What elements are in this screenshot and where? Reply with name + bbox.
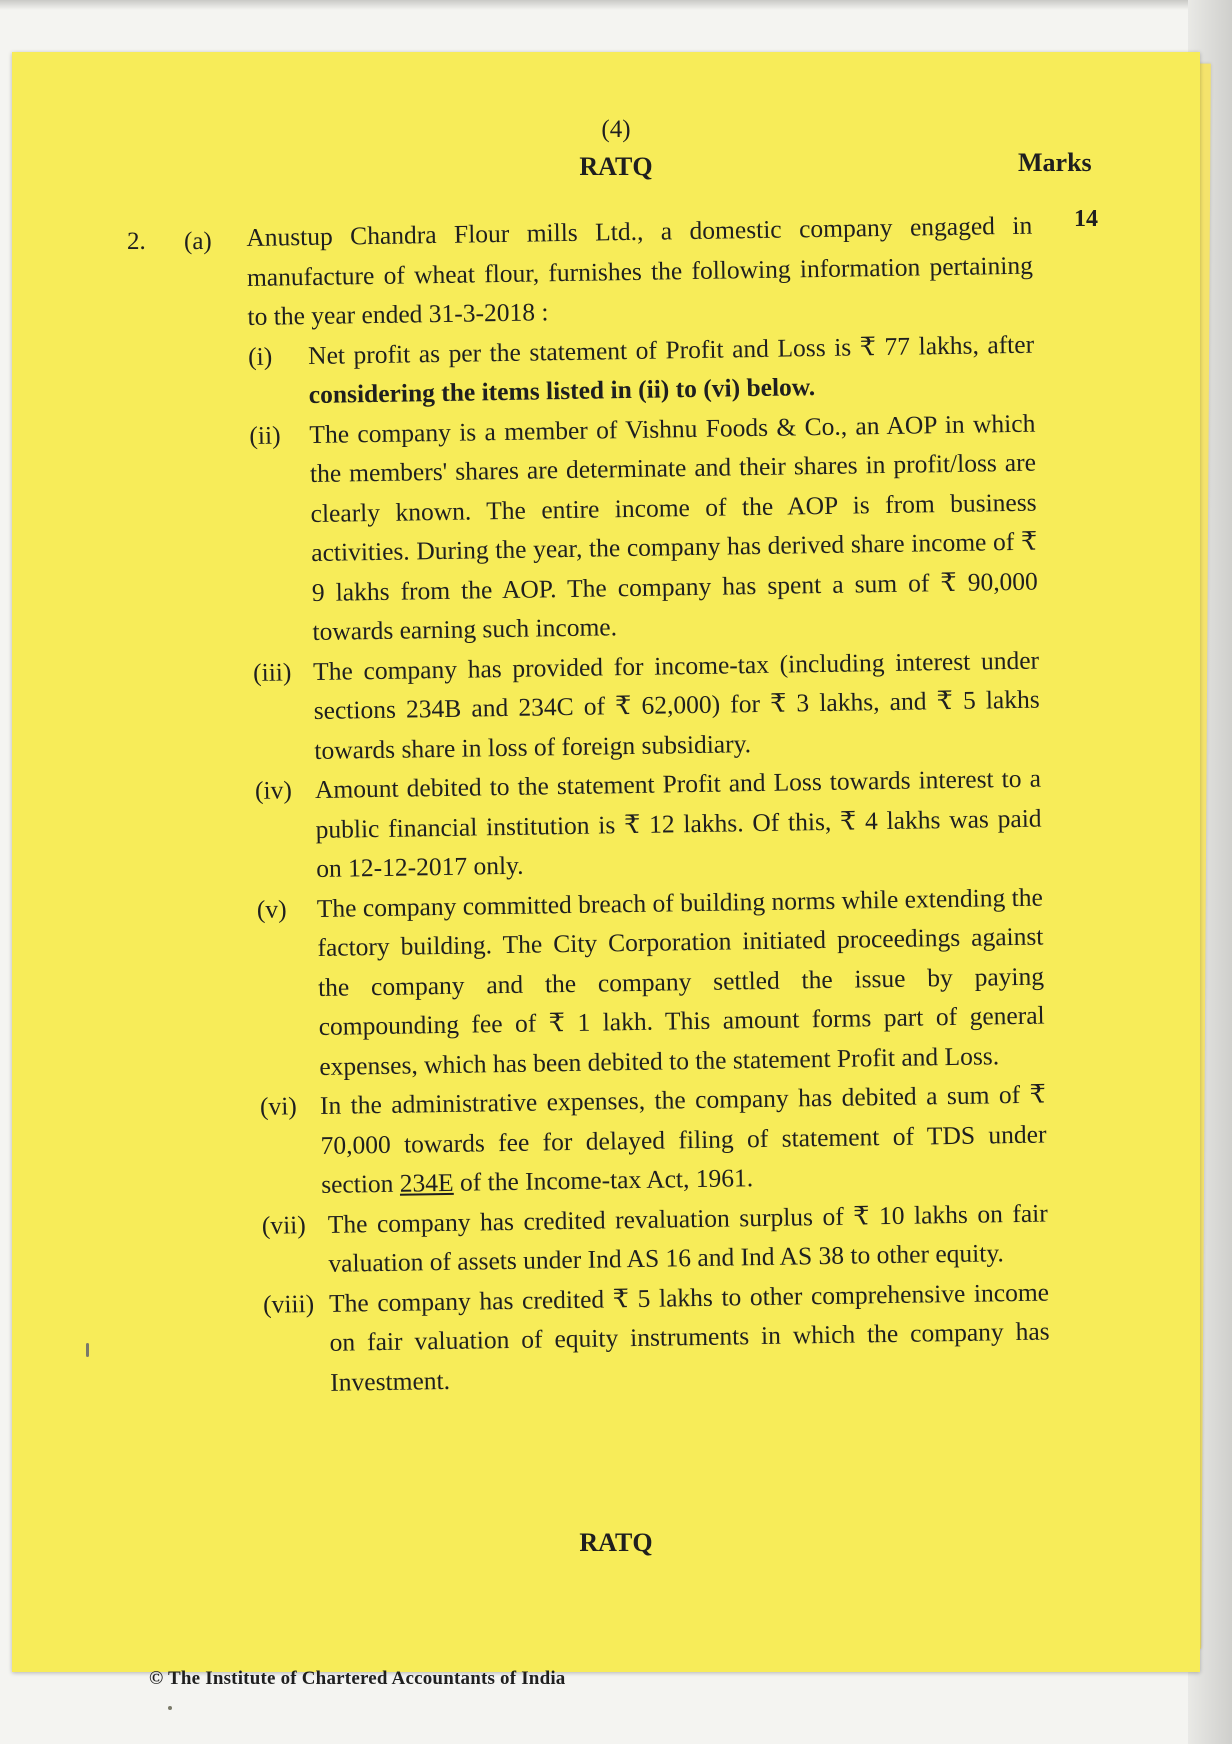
list-item <box>257 877 1046 1087</box>
item-number: (vii) <box>261 1209 306 1240</box>
item-number: (i) <box>247 341 273 371</box>
item-text <box>308 324 1035 414</box>
list-item <box>260 1075 1048 1206</box>
list-item <box>253 640 1041 771</box>
list-item <box>249 403 1039 652</box>
scan-speck <box>168 1706 172 1710</box>
item-number: (viii) <box>262 1288 315 1319</box>
item-number: (vi) <box>259 1091 298 1121</box>
list-item <box>255 759 1043 890</box>
question-intro: Anustup Chandra Flour mills Ltd., a domestic company engaged in manufacture of wheat flour, furnishes the following information pertaining to the year ended 31-3-2018 : <box>246 210 1034 331</box>
question-part: (a) <box>184 228 212 255</box>
item-text-part: Net profit as per the statement of Profit and Loss is ₹ 77 lakhs, after <box>307 329 1035 370</box>
marks-header: Marks <box>1018 148 1092 177</box>
question-number: 2. <box>127 228 146 255</box>
paper-code-top: RATQ <box>579 152 653 181</box>
item-text <box>320 1075 1048 1205</box>
list-item <box>248 324 1035 415</box>
item-number: (ii) <box>249 419 281 450</box>
item-text: The company has credited ₹ 5 lakhs to other comprehensive income on fair valuation of equity instruments in which the company has Investment. <box>328 1277 1050 1397</box>
item-text-bold: considering the items listed in (ii) to (vi) below. <box>308 372 816 410</box>
scan-top-edge <box>0 0 1232 10</box>
item-number: (v) <box>256 893 287 924</box>
item-text: The company is a member of Vishnu Foods & Co., an AOP in which the members' shares are determinate and their shares in profit/loss are clearly known. The entire income of the AOP is from business activities. During the year, the company has derived share income of ₹ 9 lakhs from the AOP. The company has spent a sum of ₹ 90,000 towards earning such income. <box>309 408 1039 647</box>
item-text: The company has credited revaluation surplus of ₹ 10 lakhs on fair valuation of assets under Ind AS 16 and Ind AS 38 to other equity. <box>327 1198 1048 1278</box>
question-body <box>246 206 1051 1403</box>
list-item <box>263 1272 1051 1403</box>
list-item <box>262 1193 1049 1284</box>
marks-value: 14 <box>1074 206 1098 232</box>
item-text-part: In the administrative expenses, the company has debited a sum of ₹ 70,000 towards fee for delayed filing of statement of TDS under section <box>319 1079 1047 1199</box>
item-text: Amount debited to the statement Profit and Loss towards interest to a public financial institution is ₹ 12 lakhs. Of this, ₹ 4 lakhs was paid on 12-12-2017 only. <box>314 763 1042 883</box>
copyright-footer: © The Institute of Chartered Accountants of India <box>149 1668 566 1689</box>
item-number: (iv) <box>254 775 293 805</box>
item-text-underlined: 234E <box>399 1167 454 1198</box>
scan-speck <box>86 1343 89 1357</box>
item-number: (iii) <box>252 656 292 687</box>
item-text-part: of the Income-tax Act, 1961. <box>453 1163 754 1197</box>
paper-code-bottom: RATQ <box>579 1528 653 1557</box>
page-number: (4) <box>601 116 631 143</box>
item-text: The company has provided for income-tax (including interest under sections 234B and 234C of ₹ 62,000) for ₹ 3 lakhs, and ₹ 5 lakhs towards share in loss of foreign subsidiary. <box>312 645 1040 765</box>
item-text: The company committed breach of building norms while extending the factory building. The City Corporation initiated proceedings against the company and the company settled the issue by paying compounding fee of ₹ 1 lakh. This amount forms part of general expenses, which has been debited to the statement Profit and Loss. <box>316 882 1045 1081</box>
